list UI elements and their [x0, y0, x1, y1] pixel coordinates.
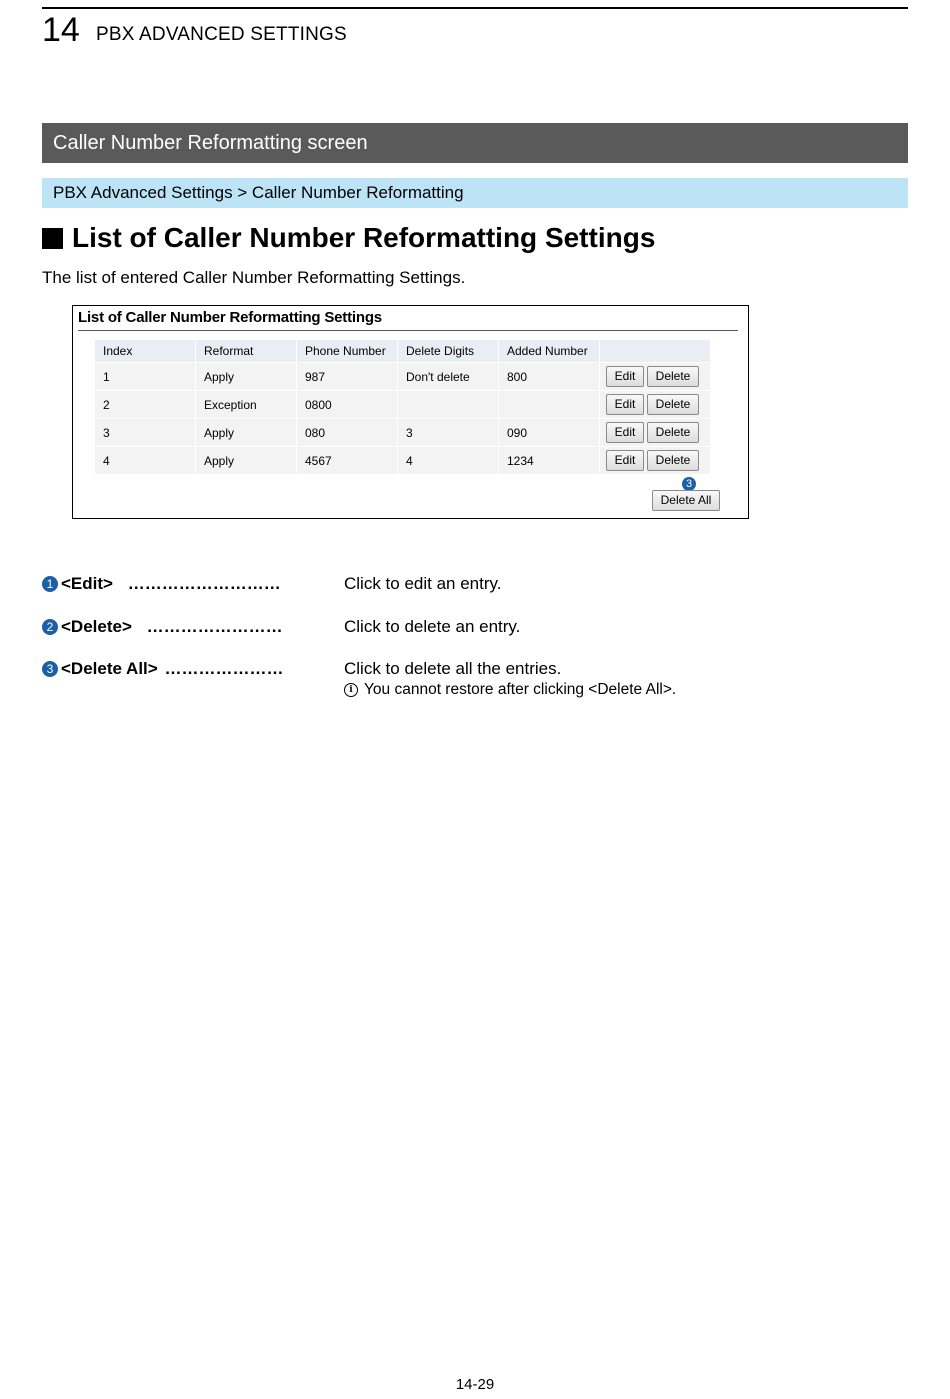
cell-actions: [600, 390, 711, 418]
column-header: Index: [95, 340, 196, 362]
cell-delete-digits: 3: [398, 418, 499, 446]
cell-phone-number: 0800: [297, 390, 398, 418]
edit-button[interactable]: Edit: [606, 366, 644, 387]
callout-3-icon: 3: [42, 661, 58, 677]
delete-button[interactable]: Delete: [647, 422, 699, 443]
reformat-settings-table: [95, 340, 711, 474]
cell-index: 2: [95, 390, 196, 418]
screen-title-bar: Caller Number Reformatting screen: [42, 123, 908, 163]
cell-actions: [600, 446, 711, 474]
cell-added-number: 800: [499, 362, 600, 390]
cell-added-number: 1234: [499, 446, 600, 474]
top-rule: [42, 7, 908, 9]
info-icon: i: [344, 683, 358, 697]
screenshot-divider: [78, 330, 738, 331]
description-text: Click to delete an entry.: [344, 617, 521, 636]
table-header-row: [95, 340, 711, 362]
cell-reformat: Apply: [196, 418, 297, 446]
description-delete: [42, 617, 283, 637]
page-number: 14-29: [455, 1376, 495, 1393]
breadcrumb: PBX Advanced Settings > Caller Number Reformatting: [42, 178, 908, 208]
settings-screenshot: [72, 305, 749, 519]
section-heading-text: List of Caller Number Reformatting Settings: [72, 222, 656, 253]
cell-index: 3: [95, 418, 196, 446]
cell-phone-number: 080: [297, 418, 398, 446]
table-row: [95, 446, 711, 474]
cell-index: 1: [95, 362, 196, 390]
callout-3-icon: 3: [682, 477, 696, 491]
cell-added-number: 090: [499, 418, 600, 446]
square-bullet-icon: [42, 228, 63, 249]
description-label: <Edit>: [61, 574, 113, 593]
description-label: <Delete>: [61, 617, 132, 636]
cell-added-number: [499, 390, 600, 418]
delete-button[interactable]: Delete: [647, 394, 699, 415]
edit-button[interactable]: Edit: [606, 394, 644, 415]
cell-delete-digits: Don't delete: [398, 362, 499, 390]
description-edit: [42, 574, 281, 594]
cell-phone-number: 987: [297, 362, 398, 390]
table-row: [95, 418, 711, 446]
table-row: [95, 362, 711, 390]
cell-reformat: Exception: [196, 390, 297, 418]
delete-all-button[interactable]: Delete All: [652, 490, 720, 511]
leader-dots: ……………………: [146, 617, 283, 636]
delete-button[interactable]: Delete: [647, 366, 699, 387]
cell-actions: [600, 362, 711, 390]
column-header: Delete Digits: [398, 340, 499, 362]
screenshot-title: List of Caller Number Reformatting Settings: [78, 309, 382, 326]
leader-dots: …………………: [164, 659, 284, 678]
chapter-title: PBX ADVANCED SETTINGS: [96, 24, 347, 45]
chapter-number: 14: [42, 11, 80, 49]
description-label: <Delete All>: [61, 659, 158, 678]
callout-2-icon: 2: [42, 619, 58, 635]
section-heading: [42, 220, 655, 256]
column-header: Reformat: [196, 340, 297, 362]
edit-button[interactable]: Edit: [606, 450, 644, 471]
description-delete-all: [42, 659, 283, 679]
cell-delete-digits: 4: [398, 446, 499, 474]
cell-delete-digits: [398, 390, 499, 418]
edit-button[interactable]: Edit: [606, 422, 644, 443]
cell-actions: [600, 418, 711, 446]
description-text: Click to delete all the entries.: [344, 659, 562, 678]
callout-1-icon: 1: [42, 576, 58, 592]
note: [344, 680, 676, 699]
cell-reformat: Apply: [196, 362, 297, 390]
table-row: [95, 390, 711, 418]
delete-button[interactable]: Delete: [647, 450, 699, 471]
actions-header: [600, 340, 711, 362]
column-header: Phone Number: [297, 340, 398, 362]
description-text: Click to edit an entry.: [344, 574, 502, 593]
note-text: You cannot restore after clicking <Delete All>.: [364, 681, 677, 698]
cell-phone-number: 4567: [297, 446, 398, 474]
cell-reformat: Apply: [196, 446, 297, 474]
column-header: Added Number: [499, 340, 600, 362]
cell-index: 4: [95, 446, 196, 474]
leader-dots: ………………………: [127, 574, 281, 593]
section-description: The list of entered Caller Number Reformatting Settings.: [42, 268, 466, 287]
